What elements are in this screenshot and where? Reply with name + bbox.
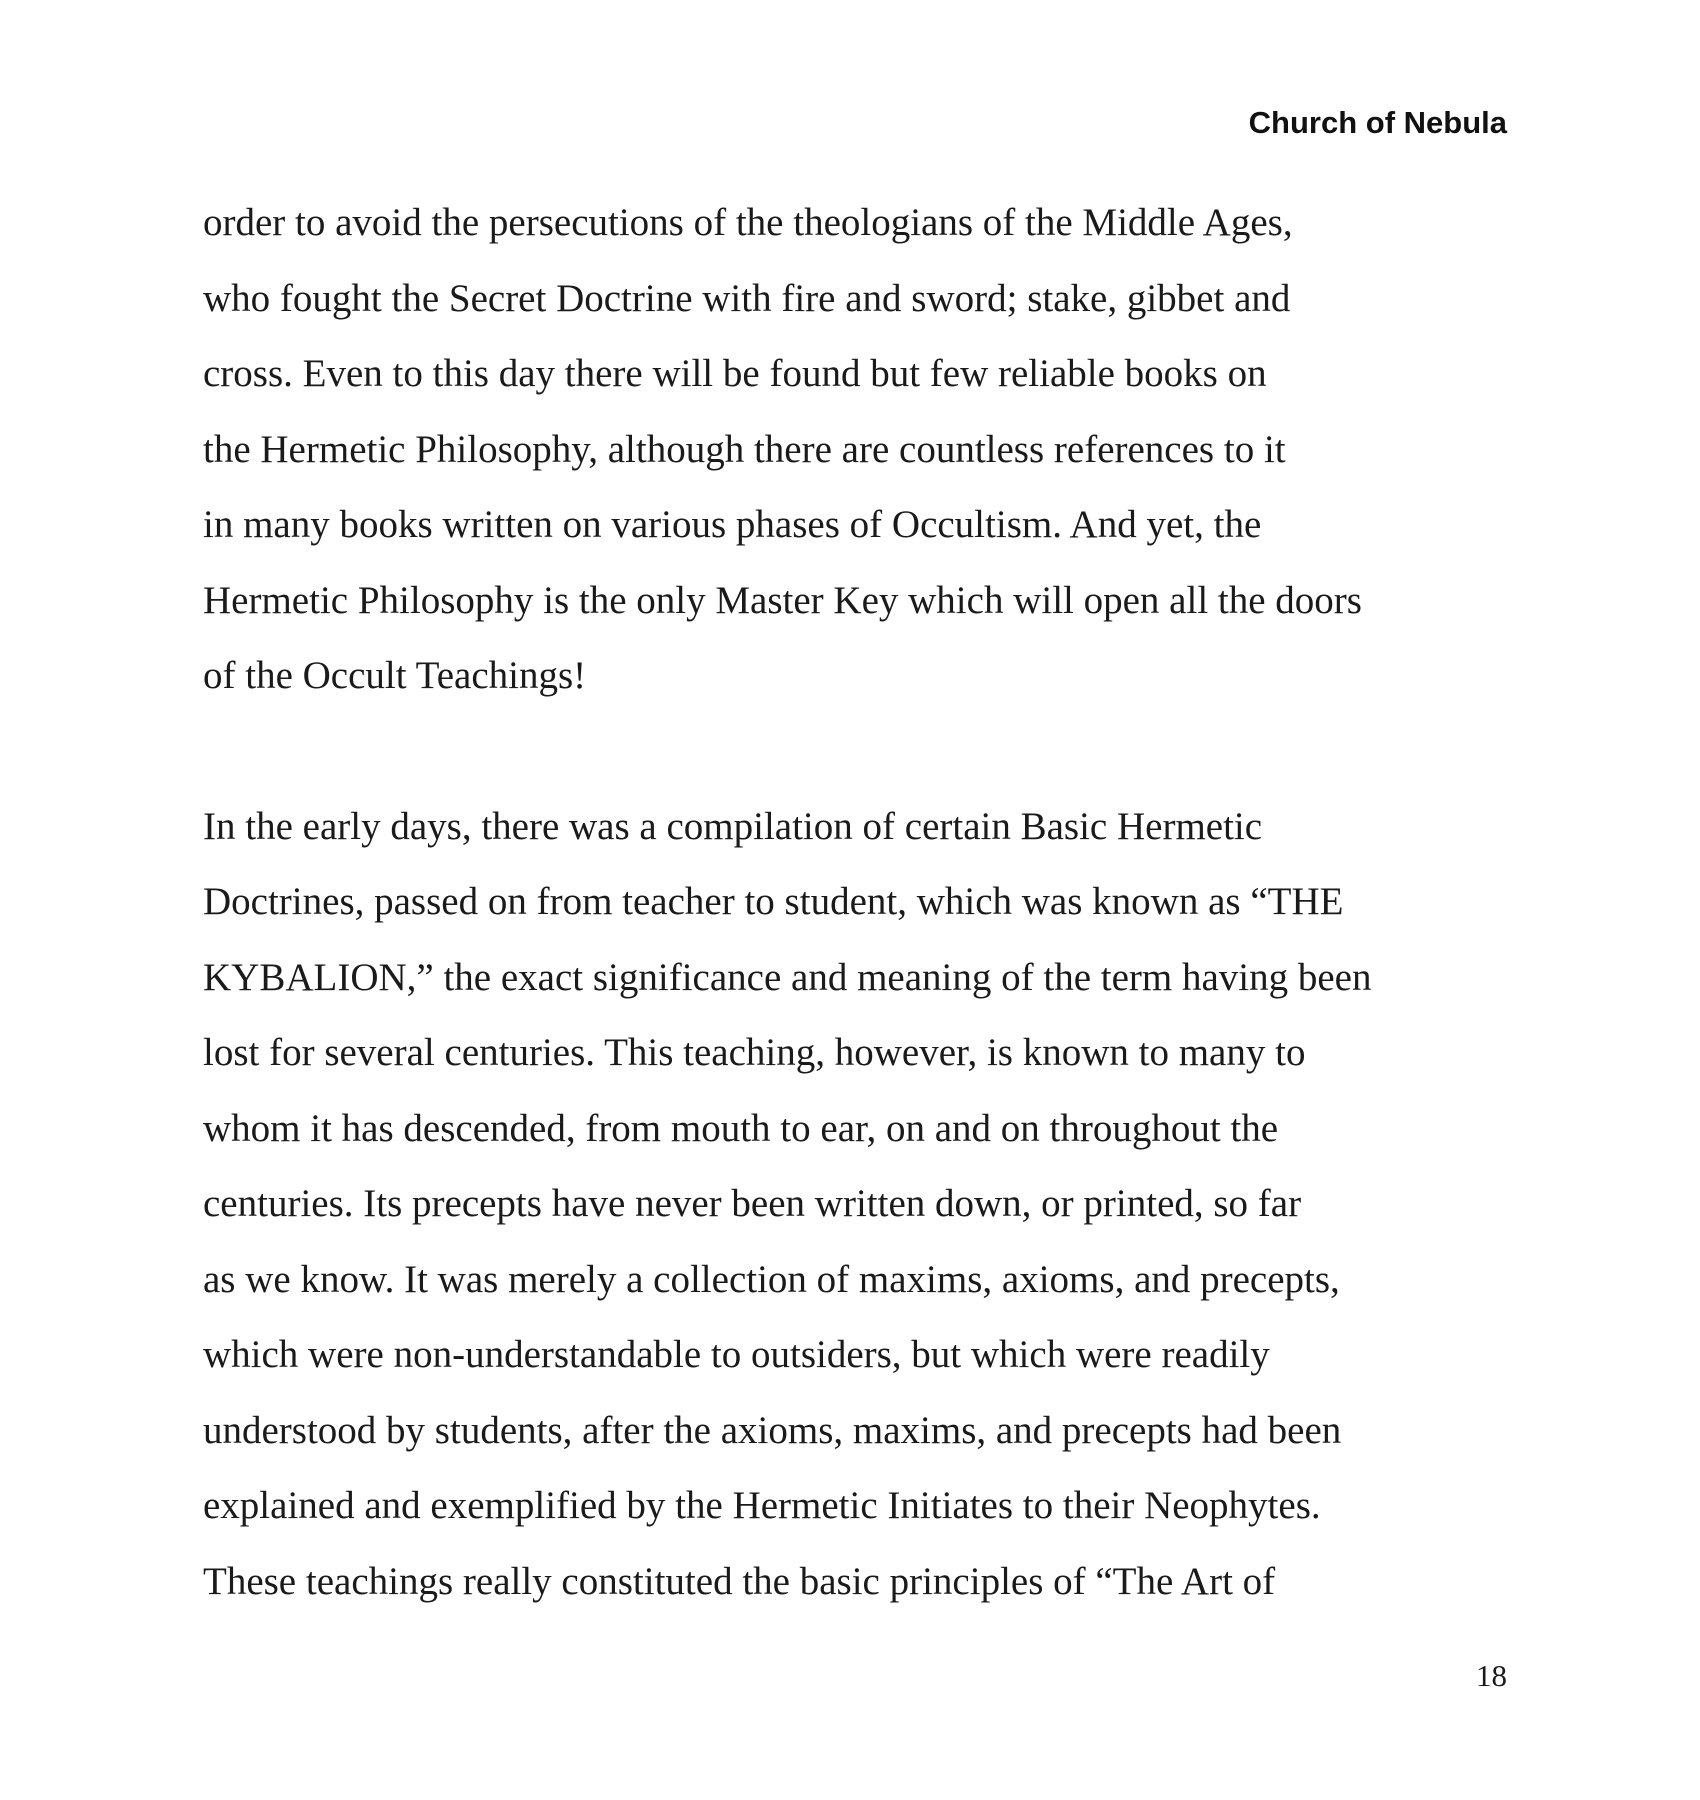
text-line: the Hermetic Philosophy, although there are countless references to it [203, 427, 1286, 471]
text-line: These teachings really constituted the basic principles of “The Art of [203, 1559, 1276, 1603]
text-line: explained and exemplified by the Hermetic Initiates to their Neophytes. [203, 1484, 1321, 1527]
running-header-title: Church of Nebula [1248, 105, 1507, 140]
paragraph-spacer [203, 725, 1523, 800]
text-line: cross. Even to this day there will be found but few reliable books on [203, 352, 1267, 395]
text-line: KYBALION,” the exact significance and meaning of the term having been [203, 955, 1372, 999]
body-text [203, 196, 1523, 1630]
text-line: Hermetic Philosophy is the only Master Key which will open all the doors [203, 578, 1362, 622]
text-line: order to avoid the persecutions of the theologians of the Middle Ages, [203, 201, 1293, 244]
text-line: as we know. It was merely a collection of maxims, axioms, and precepts, [203, 1257, 1340, 1301]
paragraph [203, 800, 1523, 1631]
text-line: understood by students, after the axioms, maxims, and precepts had been [203, 1408, 1342, 1452]
text-line: in many books written on various phases of Occultism. And yet, the [203, 503, 1262, 546]
text-line: In the early days, there was a compilation of certain Basic Hermetic [203, 804, 1263, 848]
text-line: lost for several centuries. This teaching, however, is known to many to [203, 1031, 1306, 1074]
paragraph [203, 196, 1523, 725]
text-line: of the Occult Teachings! [203, 654, 587, 697]
text-line: who fought the Secret Doctrine with fire and sword; stake, gibbet and [203, 276, 1291, 320]
text-line: whom it has descended, from mouth to ear, on and on throughout the [203, 1106, 1279, 1150]
text-line: Doctrines, passed on from teacher to student, which was known as “THE [203, 880, 1344, 923]
text-line: which were non-understandable to outsiders, but which were readily [203, 1333, 1270, 1376]
text-line: centuries. Its precepts have never been written down, or printed, so far [203, 1182, 1302, 1225]
page-number: 18 [1476, 1658, 1507, 1693]
